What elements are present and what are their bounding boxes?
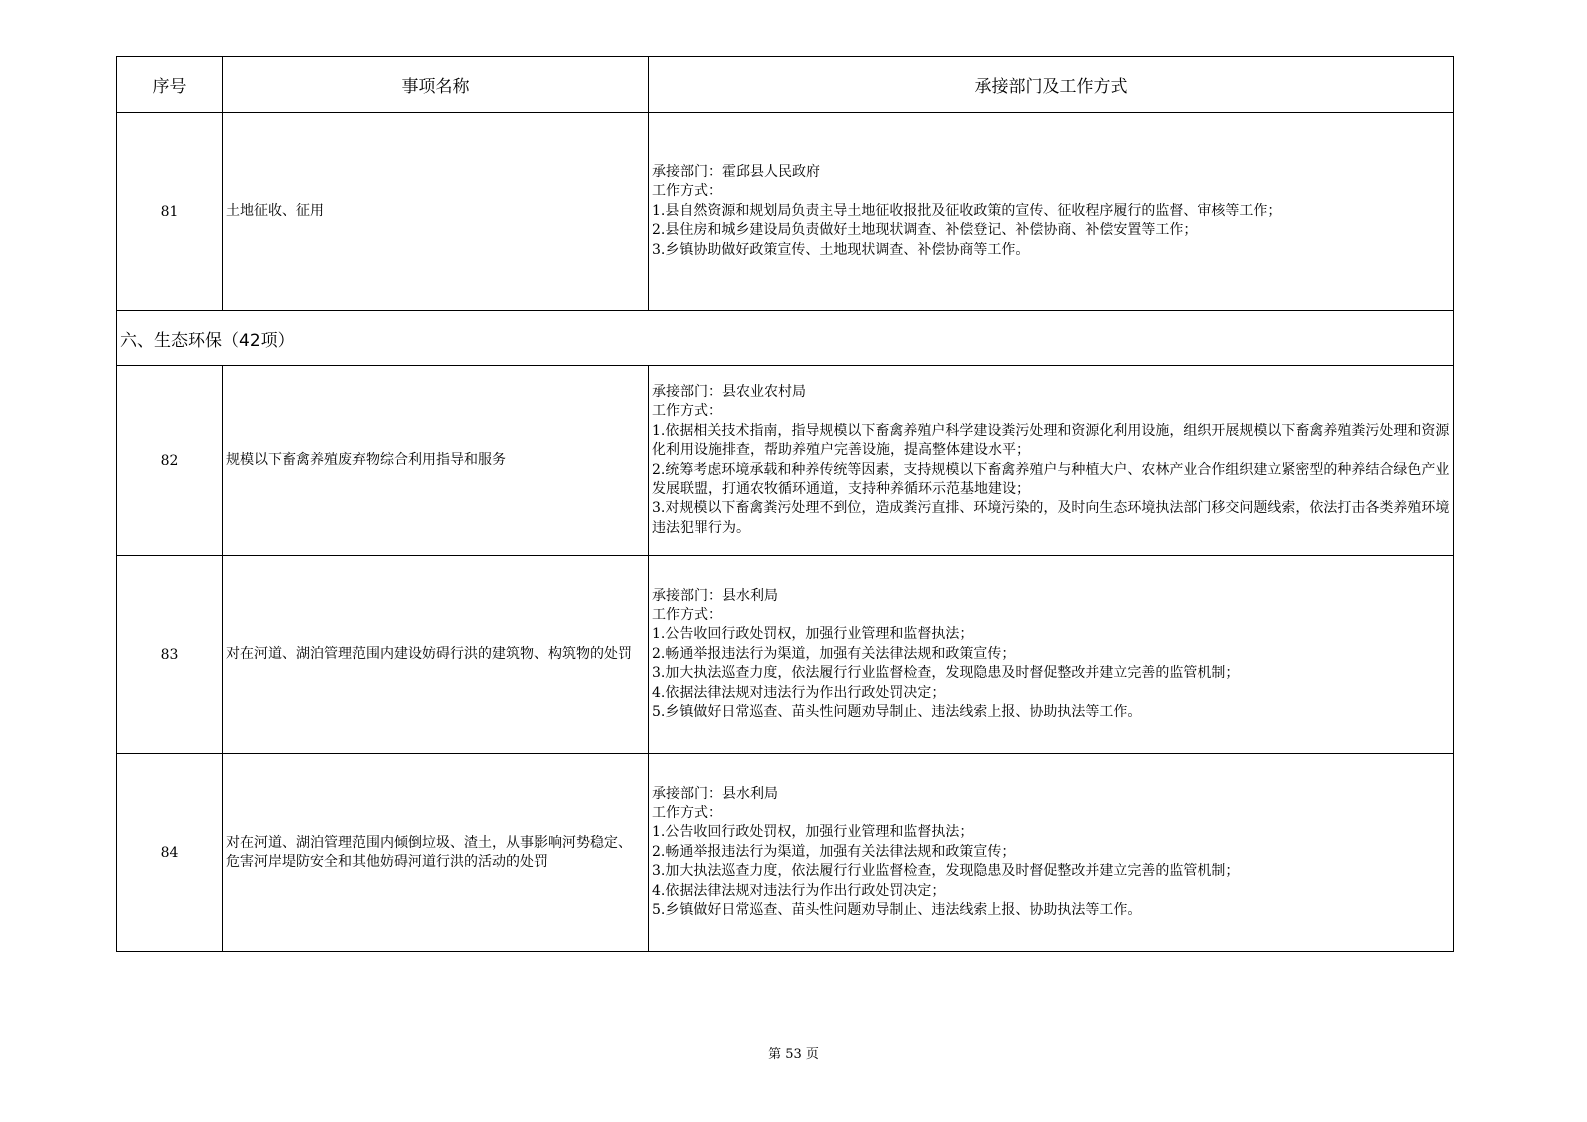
- dept-line: 4.依据法律法规对违法行为作出行政处罚决定；: [652, 684, 946, 701]
- item-name: 土地征收、征用: [223, 113, 649, 311]
- dept-line: 1.依据相关技术指南，指导规模以下畜禽养殖户科学建设粪污处理和资源化利用设施，组织开展规模以下畜禽养殖粪污处理和资源化利用设施排查，帮助养殖户完善设施，提高整体建设水平；: [652, 422, 1450, 459]
- page-number: 第 53 页: [768, 1047, 819, 1062]
- row-number: 81: [117, 113, 223, 311]
- row-number: 84: [117, 754, 223, 952]
- items-table: [116, 56, 1454, 952]
- table-row: [117, 113, 1454, 311]
- dept-line: 4.依据法律法规对违法行为作出行政处罚决定；: [652, 882, 946, 899]
- dept-line: 工作方式：: [652, 403, 722, 420]
- dept-line: 承接部门：霍邱县人民政府: [652, 163, 820, 180]
- row-number: 82: [117, 366, 223, 556]
- table-row: [117, 754, 1454, 952]
- table-row: [117, 366, 1454, 556]
- dept-line: 工作方式：: [652, 183, 722, 200]
- item-name: 规模以下畜禽养殖废弃物综合利用指导和服务: [223, 366, 649, 556]
- dept-line: 3.加大执法巡查力度，依法履行行业监督检查，发现隐患及时督促整改并建立完善的监管机制；: [652, 863, 1240, 880]
- dept-line: 1.公告收回行政处罚权，加强行业管理和监督执法；: [652, 824, 974, 841]
- dept-line: 3.加大执法巡查力度，依法履行行业监督检查，发现隐患及时督促整改并建立完善的监管机制；: [652, 665, 1240, 682]
- dept-line: 5.乡镇做好日常巡查、苗头性问题劝导制止、违法线索上报、协助执法等工作。: [652, 704, 1142, 721]
- dept-line: 承接部门：县农业农村局: [652, 383, 806, 400]
- dept-line: 工作方式：: [652, 606, 722, 623]
- table-row: [117, 556, 1454, 754]
- table-header-row: [117, 57, 1454, 113]
- header-dept: 承接部门及工作方式: [649, 57, 1454, 113]
- dept-line: 2.县住房和城乡建设局负责做好土地现状调查、补偿登记、补偿协商、补偿安置等工作；: [652, 222, 1198, 239]
- dept-line: 2.畅通举报违法行为渠道，加强有关法律法规和政策宣传；: [652, 843, 1016, 860]
- dept-line: 5.乡镇做好日常巡查、苗头性问题劝导制止、违法线索上报、协助执法等工作。: [652, 902, 1142, 919]
- dept-line: 承接部门：县水利局: [652, 587, 778, 604]
- header-item: 事项名称: [223, 57, 649, 113]
- item-name: 对在河道、湖泊管理范围内倾倒垃圾、渣土，从事影响河势稳定、危害河岸堤防安全和其他妨碍河道行洪的活动的处罚: [223, 754, 649, 952]
- dept-method: [649, 754, 1454, 952]
- dept-method: [649, 366, 1454, 556]
- dept-line: 1.公告收回行政处罚权，加强行业管理和监督执法；: [652, 626, 974, 643]
- header-no: 序号: [117, 57, 223, 113]
- dept-line: 3.乡镇协助做好政策宣传、土地现状调查、补偿协商等工作。: [652, 241, 1030, 258]
- dept-method: [649, 556, 1454, 754]
- section-row: [117, 311, 1454, 366]
- dept-line: 工作方式：: [652, 804, 722, 821]
- item-name: 对在河道、湖泊管理范围内建设妨碍行洪的建筑物、构筑物的处罚: [223, 556, 649, 754]
- dept-line: 1.县自然资源和规划局负责主导土地征收报批及征收政策的宣传、征收程序履行的监督、审核等工作；: [652, 202, 1282, 219]
- section-title: 六、生态环保（42项）: [117, 311, 1454, 366]
- dept-line: 3.对规模以下畜禽粪污处理不到位，造成粪污直排、环境污染的，及时向生态环境执法部门移交问题线索，依法打击各类养殖环境违法犯罪行为。: [652, 500, 1450, 536]
- dept-line: 2.统筹考虑环境承载和种养传统等因素，支持规模以下畜禽养殖户与种植大户、农林产业合作组织建立紧密型的种养结合绿色产业发展联盟，打通农牧循环通道，支持种养循环示范基地建设；: [652, 461, 1450, 497]
- dept-line: 承接部门：县水利局: [652, 785, 778, 802]
- dept-line: 2.畅通举报违法行为渠道，加强有关法律法规和政策宣传；: [652, 645, 1016, 662]
- dept-method: [649, 113, 1454, 311]
- row-number: 83: [117, 556, 223, 754]
